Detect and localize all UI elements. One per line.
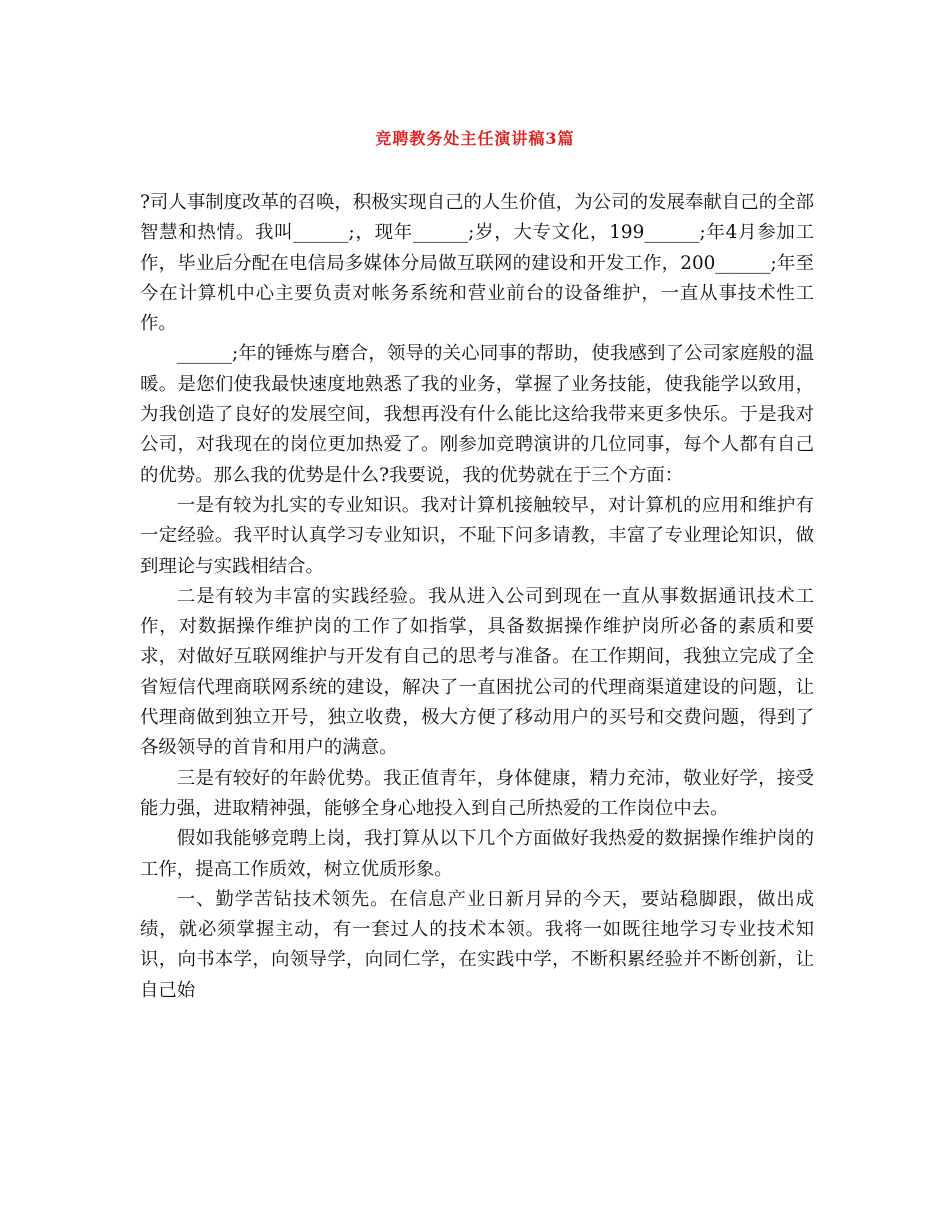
document-title: 竞聘教务处主任演讲稿3篇 [375, 129, 575, 148]
paragraph-7: 一、勤学苦钻技术领先。在信息产业日新月异的今天，要站稳脚跟，做出成绩，就必须掌握主动，有一套过人的技术本领。我将一如既往地学习专业技术知识，向书本学，向领导学，向同仁学，在实践中学，不断积累经验并不断创新，让自己始 [140, 888, 814, 1001]
paragraph-3: 一是有较为扎实的专业知识。我对计算机接触较早，对计算机的应用和维护有一定经验。我平时认真学习专业知识，不耻下问多请教，丰富了专业理论知识，做到理论与实践相结合。 [140, 494, 814, 577]
paragraph-2: ______;年的锤炼与磨合，领导的关心同事的帮助，使我感到了公司家庭般的温暖。是您们使我最快速度地熟悉了我的业务，掌握了业务技能，使我能学以致用，为我创造了良好的发展空间，我想再没有什么能比这给我带来更多快乐。于是我对公司，对我现在的岗位更加热爱了。刚参加竞聘演讲的几位同事，每个人都有自己的优势。那么我的优势是什么?我要说，我的优势就在于三个方面： [140, 343, 814, 486]
document-body [140, 188, 814, 1006]
paragraph-5: 三是有较好的年龄优势。我正值青年，身体健康，精力充沛，敬业好学，接受能力强，进取精神强，能够全身心地投入到自己所热爱的工作岗位中去。 [140, 767, 814, 819]
paragraph-6: 假如我能够竞聘上岗，我打算从以下几个方面做好我热爱的数据操作维护岗的工作，提高工作质效，树立优质形象。 [140, 828, 814, 880]
paragraph-1: ?司人事制度改革的召唤，积极实现自己的人生价值，为公司的发展奉献自己的全部智慧和热情。我叫______;，现年______;岁，大专文化，199______;年4月参加工作，毕业后分配在电信局多媒体分局做互联网的建设和开发工作，200______;年至今在计算机中心主要负责对帐务系统和营业前台的设备维护，一直从事技术性工作。 [140, 192, 814, 335]
paragraph-4: 二是有较为丰富的实践经验。我从进入公司到现在一直从事数据通讯技术工作，对数据操作维护岗的工作了如指掌，具备数据操作维护岗所必备的素质和要求，对做好互联网维护与开发有自己的思考与准备。在工作期间，我独立完成了全省短信代理商联网系统的建设，解决了一直困扰公司的代理商渠道建设的问题，让代理商做到独立开号，独立收费，极大方便了移动用户的买号和交费问题，得到了各级领导的首肯和用户的满意。 [140, 585, 814, 759]
